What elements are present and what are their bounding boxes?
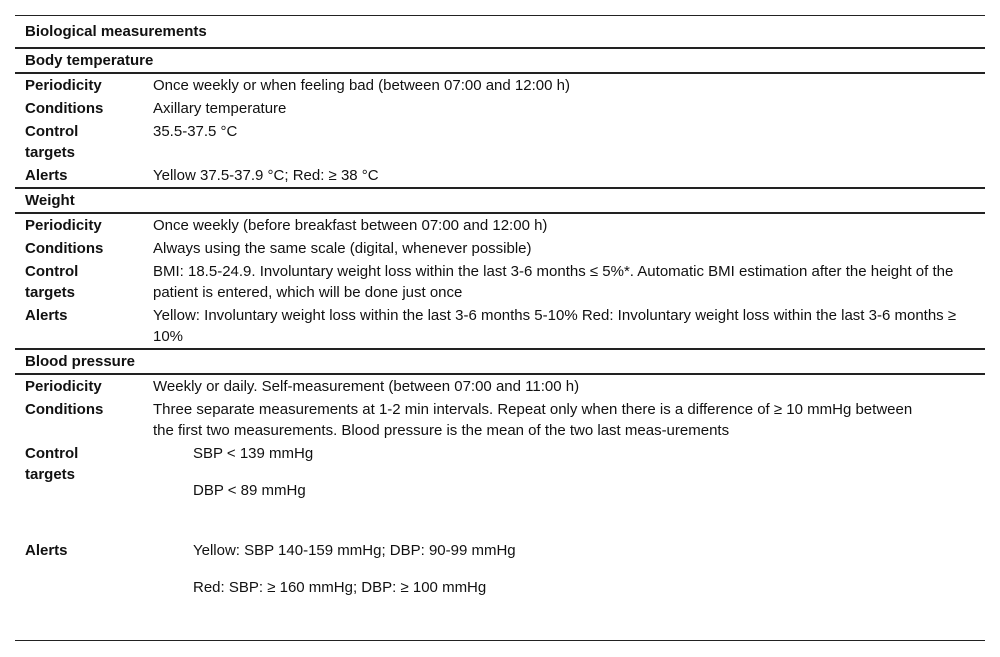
section-rule [15,373,985,375]
label-conditions: Conditions [25,100,104,117]
section-rule [15,72,985,74]
value-alerts: Yellow: Involuntary weight loss within the last 3-6 months 5-10% Red: Involuntary weight loss within the last 3-6 months ≥ 10% [153,307,957,345]
label-control-targets: Control targets [25,445,79,483]
label-control-targets: Control targets [25,123,79,161]
section-heading-blood-pressure: Blood pressure [25,353,136,370]
section-heading-body-temperature: Body temperature [25,52,154,69]
label-alerts: Alerts [25,542,68,559]
value-conditions: Axillary temperature [153,100,287,117]
label-control-targets: Control targets [25,263,79,301]
value-conditions: Always using the same scale (digital, whenever possible) [153,240,532,257]
value-conditions: Three separate measurements at 1-2 min intervals. Repeat only when there is a difference of ≥ 10 mmHg between the first two measurements. Blood pressure is the mean of the two last meas-urements [153,401,913,439]
value-periodicity: Weekly or daily. Self-measurement (between 07:00 and 11:00 h) [153,378,580,395]
section-rule [15,212,985,214]
value-control-target-dbp: DBP < 89 mmHg [193,482,306,499]
value-periodicity: Once weekly (before breakfast between 07:00 and 12:00 h) [153,217,548,234]
section-heading-weight: Weight [25,192,75,209]
label-periodicity: Periodicity [25,378,102,395]
label-conditions: Conditions [25,401,104,418]
value-control-target-sbp: SBP < 139 mmHg [193,445,314,462]
section-rule [15,348,985,350]
value-alert-red: Red: SBP: ≥ 160 mmHg; DBP: ≥ 100 mmHg [193,579,487,596]
label-alerts: Alerts [25,307,68,324]
value-control-targets: 35.5-37.5 °C [153,123,238,140]
label-periodicity: Periodicity [25,217,102,234]
top-rule [15,15,985,16]
value-alert-yellow: Yellow: SBP 140-159 mmHg; DBP: 90-99 mmHg [193,542,516,559]
value-control-targets: BMI: 18.5-24.9. Involuntary weight loss within the last 3-6 months ≤ 5%*. Automatic BMI estimation after the height of the patient is entered, which will be done just once [153,263,954,301]
title-rule [15,47,985,49]
label-conditions: Conditions [25,240,104,257]
table-title: Biological measurements [25,23,207,40]
label-periodicity: Periodicity [25,77,102,94]
section-rule [15,187,985,189]
value-periodicity: Once weekly or when feeling bad (between 07:00 and 12:00 h) [153,77,570,94]
value-alerts: Yellow 37.5-37.9 °C; Red: ≥ 38 °C [153,167,379,184]
bottom-rule [15,640,985,641]
label-alerts: Alerts [25,167,68,184]
